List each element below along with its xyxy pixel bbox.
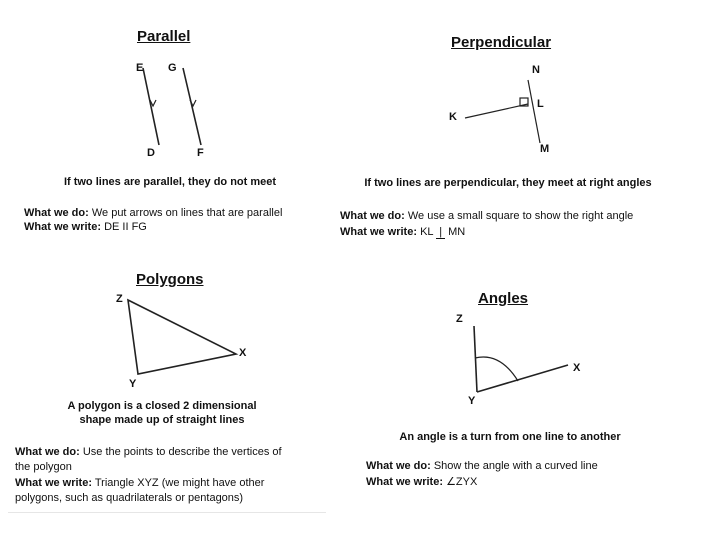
parallel-figure [143, 68, 201, 145]
angle-point-z-label: Z [456, 313, 463, 325]
parallel-what-we-write [24, 220, 324, 235]
polygons-write-label: What we write: [15, 477, 93, 489]
angles-what-we-write [366, 475, 706, 490]
point-m-label: M [540, 143, 550, 155]
polygons-write-text-1: Triangle XYZ (we might have other [92, 477, 265, 489]
line-de [143, 68, 159, 145]
polygons-do-text-2: the polygon [15, 461, 72, 473]
divider-line [8, 512, 326, 513]
point-e-label: E [136, 62, 144, 74]
point-g-label: G [168, 62, 177, 74]
polygons-do-label: What we do: [15, 446, 80, 458]
perpendicular-what-we-do [340, 209, 710, 224]
polygons-do-text-1: Use the points to describe the vertices of [79, 446, 282, 458]
polygons-statement-line-2: shape made up of straight lines [79, 414, 245, 426]
point-n-label: N [532, 64, 540, 76]
perpendicular-do-label: What we do: [340, 210, 405, 222]
polygon-figure [128, 300, 236, 374]
polygons-statement [40, 399, 284, 427]
parallel-statement: If two lines are parallel, they do not meet [63, 176, 277, 188]
line-fg [183, 68, 201, 145]
angle-point-y-label: Y [468, 395, 476, 407]
polygon-point-y-label: Y [129, 378, 137, 390]
angles-statement: An angle is a turn from one line to another [399, 431, 621, 443]
point-k-label: K [449, 111, 457, 123]
polygons-statement-line-1: A polygon is a closed 2 dimensional [67, 400, 257, 412]
parallel-write-text: DE II FG [101, 221, 147, 233]
line-mn [528, 80, 540, 143]
ray-yx [477, 365, 568, 392]
angles-what-we-do [366, 459, 706, 474]
parallel-do-label: What we do: [24, 207, 89, 219]
perpendicular-what-we-write [340, 225, 710, 240]
line-kl [465, 104, 528, 118]
triangle-xyz [128, 300, 236, 374]
angle-arc [475, 357, 518, 381]
perpendicular-write-label: What we write: [340, 226, 418, 238]
point-d-label: D [147, 147, 155, 159]
point-l-label: L [537, 98, 544, 110]
polygons-what-we-do [15, 445, 325, 475]
angle-point-x-label: X [573, 362, 581, 374]
polygons-what-we-write [15, 476, 325, 506]
ray-yz [474, 326, 477, 392]
polygons-write-text-2: polygons, such as quadrilaterals or pentagons) [15, 492, 244, 504]
perpendicular-symbol: | [436, 226, 445, 239]
perpendicular-title: Perpendicular [451, 34, 552, 51]
angles-write-text: ∠ZYX [443, 476, 478, 488]
perpendicular-write-text-2: MN [445, 226, 466, 238]
polygons-title: Polygons [136, 271, 204, 288]
perpendicular-do-text: We use a small square to show the right angle [404, 210, 634, 222]
angles-do-text: Show the angle with a curved line [430, 460, 598, 472]
angles-write-label: What we write: [366, 476, 444, 488]
parallel-title: Parallel [137, 28, 191, 45]
polygon-point-z-label: Z [116, 293, 123, 305]
perpendicular-figure [465, 80, 540, 143]
perpendicular-write-text: KL [417, 226, 437, 238]
polygon-point-x-label: X [239, 347, 247, 359]
parallel-do-text: We put arrows on lines that are parallel [88, 207, 283, 219]
angles-title: Angles [478, 290, 529, 307]
angle-figure [474, 326, 568, 392]
parallel-what-we-do [24, 206, 324, 221]
point-f-label: F [197, 147, 204, 159]
perpendicular-statement: If two lines are perpendicular, they meet at right angles [364, 177, 652, 189]
angles-do-label: What we do: [366, 460, 431, 472]
parallel-write-label: What we write: [24, 221, 102, 233]
